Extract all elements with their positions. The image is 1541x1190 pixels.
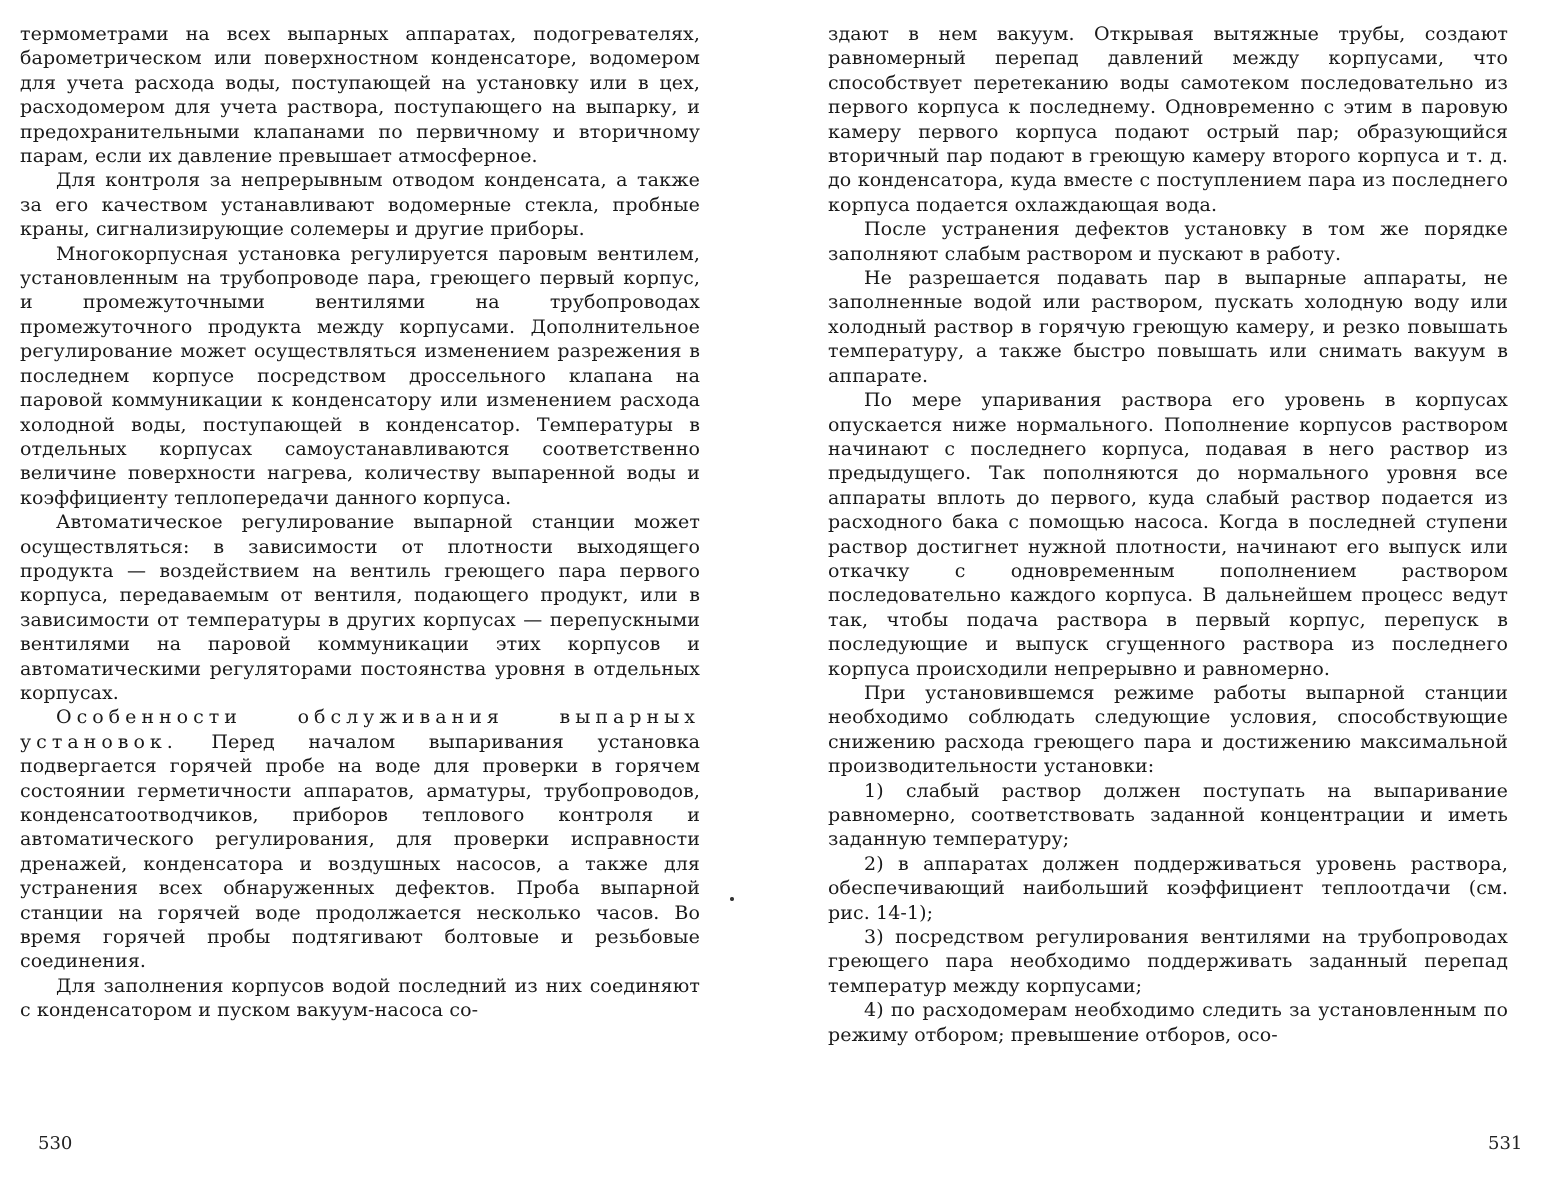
paragraph: Многокорпусная установка регулируется паровым вентилем, установленным на трубопроводе пара, греющего первый корпус, и промежуточными вентилями на трубопроводах промежуточного продукта между корпусами. Дополнительное регулирование может осуществляться изменением разрежения в последнем корпусе посредством дроссельного клапана на паровой коммуникации к конденсатору или изменением расхода холодной воды, поступающей в конденсатор. Температуры в отдельных корпусах самоустанавливаются соответственно величине поверхности нагрева, количеству выпаренной воды и коэффициенту теплопередачи данного корпуса. <box>20 242 700 509</box>
paragraph: Автоматическое регулирование выпарной станции может осуществляться: в зависимости от плотности выходящего продукта — воздействием на вентиль греющего пара первого корпуса, передаваемым от вентиля, подающего продукт, или в зависимости от температуры в других корпусах — перепускными вентилями на паровой коммуникации этих корпусов и автоматическими регуляторами постоянства уровня в отдельных корпусах. <box>20 511 700 704</box>
paragraph: При установившемся режиме работы выпарной станции необходимо соблюдать следующие условия, способствующие снижению расхода греющего пара и достижению максимальной производительности установки: <box>828 681 1508 778</box>
section-paragraph <box>20 705 700 973</box>
list-item: 1) слабый раствор должен поступать на выпаривание равномерно, соответствовать заданной концентрации и иметь заданную температуру; <box>828 779 1508 851</box>
list-item: 4) по расходомерам необходимо следить за установленным по режиму отбором; превышение отборов, осо- <box>828 999 1508 1046</box>
left-page <box>20 22 700 1122</box>
paragraph: термометрами на всех выпарных аппаратах, подогревателях, барометрическом или поверхностном конденсаторе, водомером для учета расхода воды, поступающей на установку или в цех, расходомером для учета раствора, поступающего на выпарку, и предохранительными клапанами по первичному и вторичному парам, если их давление превышает атмосферное. <box>20 23 700 168</box>
page-number-right: 531 <box>1488 1133 1523 1154</box>
paragraph: Не разрешается подавать пар в выпарные аппараты, не заполненные водой или раствором, пускать холодную воду или холодный раствор в горячую греющую камеру, и резко повышать температуру, а также быстро повышать или снимать вакуум в аппарате. <box>828 267 1508 387</box>
section-heading: Особенности обслуживания выпарных установок. <box>20 706 700 753</box>
paragraph: здают в нем вакуум. Открывая вытяжные трубы, создают равномерный перепад давлений между корпусами, что способствует перетеканию воды самотеком последовательно из первого корпуса к последнему. Одновременно с этим в паровую камеру первого корпуса подают острый пар; образующийся вторичный пар подают в греющую камеру второго корпуса и т. д. до конденсатора, куда вместе с поступлением пара из последнего корпуса подается охлаждающая вода. <box>828 23 1508 216</box>
paragraph: По мере упаривания раствора его уровень в корпусах опускается ниже нормального. Пополнение корпусов раствором начинают с последнего корпуса, подавая в него раствор из предыдущего. Так пополняются до нормального уровня все аппараты вплоть до первого, куда слабый раствор подается из расходного бака с помощью насоса. Когда в последней ступени раствор достигнет нужной плотности, начинают его выпуск или откачку с одновременным пополнением раствором последовательно каждого корпуса. В дальнейшем процесс ведут так, чтобы подача раствора в первый корпус, перепуск в последующие и выпуск сгущенного раствора из последнего корпуса происходили непрерывно и равномерно. <box>828 389 1508 680</box>
paragraph: Для заполнения корпусов водой последний из них соединяют с конденсатором и пуском вакуум-насоса со- <box>20 974 700 1022</box>
scan-speck <box>730 897 734 901</box>
paragraph: Для контроля за непрерывным отводом конденсата, а также за его качеством устанавливают водомерные стекла, пробные краны, сигнализирующие солемеры и другие приборы. <box>20 169 700 241</box>
list-item: 3) посредством регулирования вентилями на трубопроводах греющего пара необходимо поддерживать заданный перепад температур между корпусами; <box>828 926 1508 997</box>
list-item: 2) в аппаратах должен поддерживаться уровень раствора, обеспечивающий наибольший коэффициент теплоотдачи (см. рис. 14-1); <box>828 852 1508 924</box>
right-page <box>828 22 1508 1122</box>
page-number-left: 530 <box>38 1133 73 1154</box>
paragraph: После устранения дефектов установку в том же порядке заполняют слабым раствором и пускают в работу. <box>828 218 1508 265</box>
section-text: Перед началом выпаривания установка подвергается горячей пробе на воде для проверки в горячем состоянии герметичности аппаратов, арматуры, трубопроводов, конденсатоотводчиков, приборов теплового контроля и автоматического регулирования, для проверки исправности дренажей, конденсатора и воздушных насосов, а также для устранения всех обнаруженных дефектов. Проба выпарной станции на горячей воде продолжается несколько часов. Во время горячей пробы подтягивают болтовые и резьбовые соединения. <box>20 730 700 973</box>
